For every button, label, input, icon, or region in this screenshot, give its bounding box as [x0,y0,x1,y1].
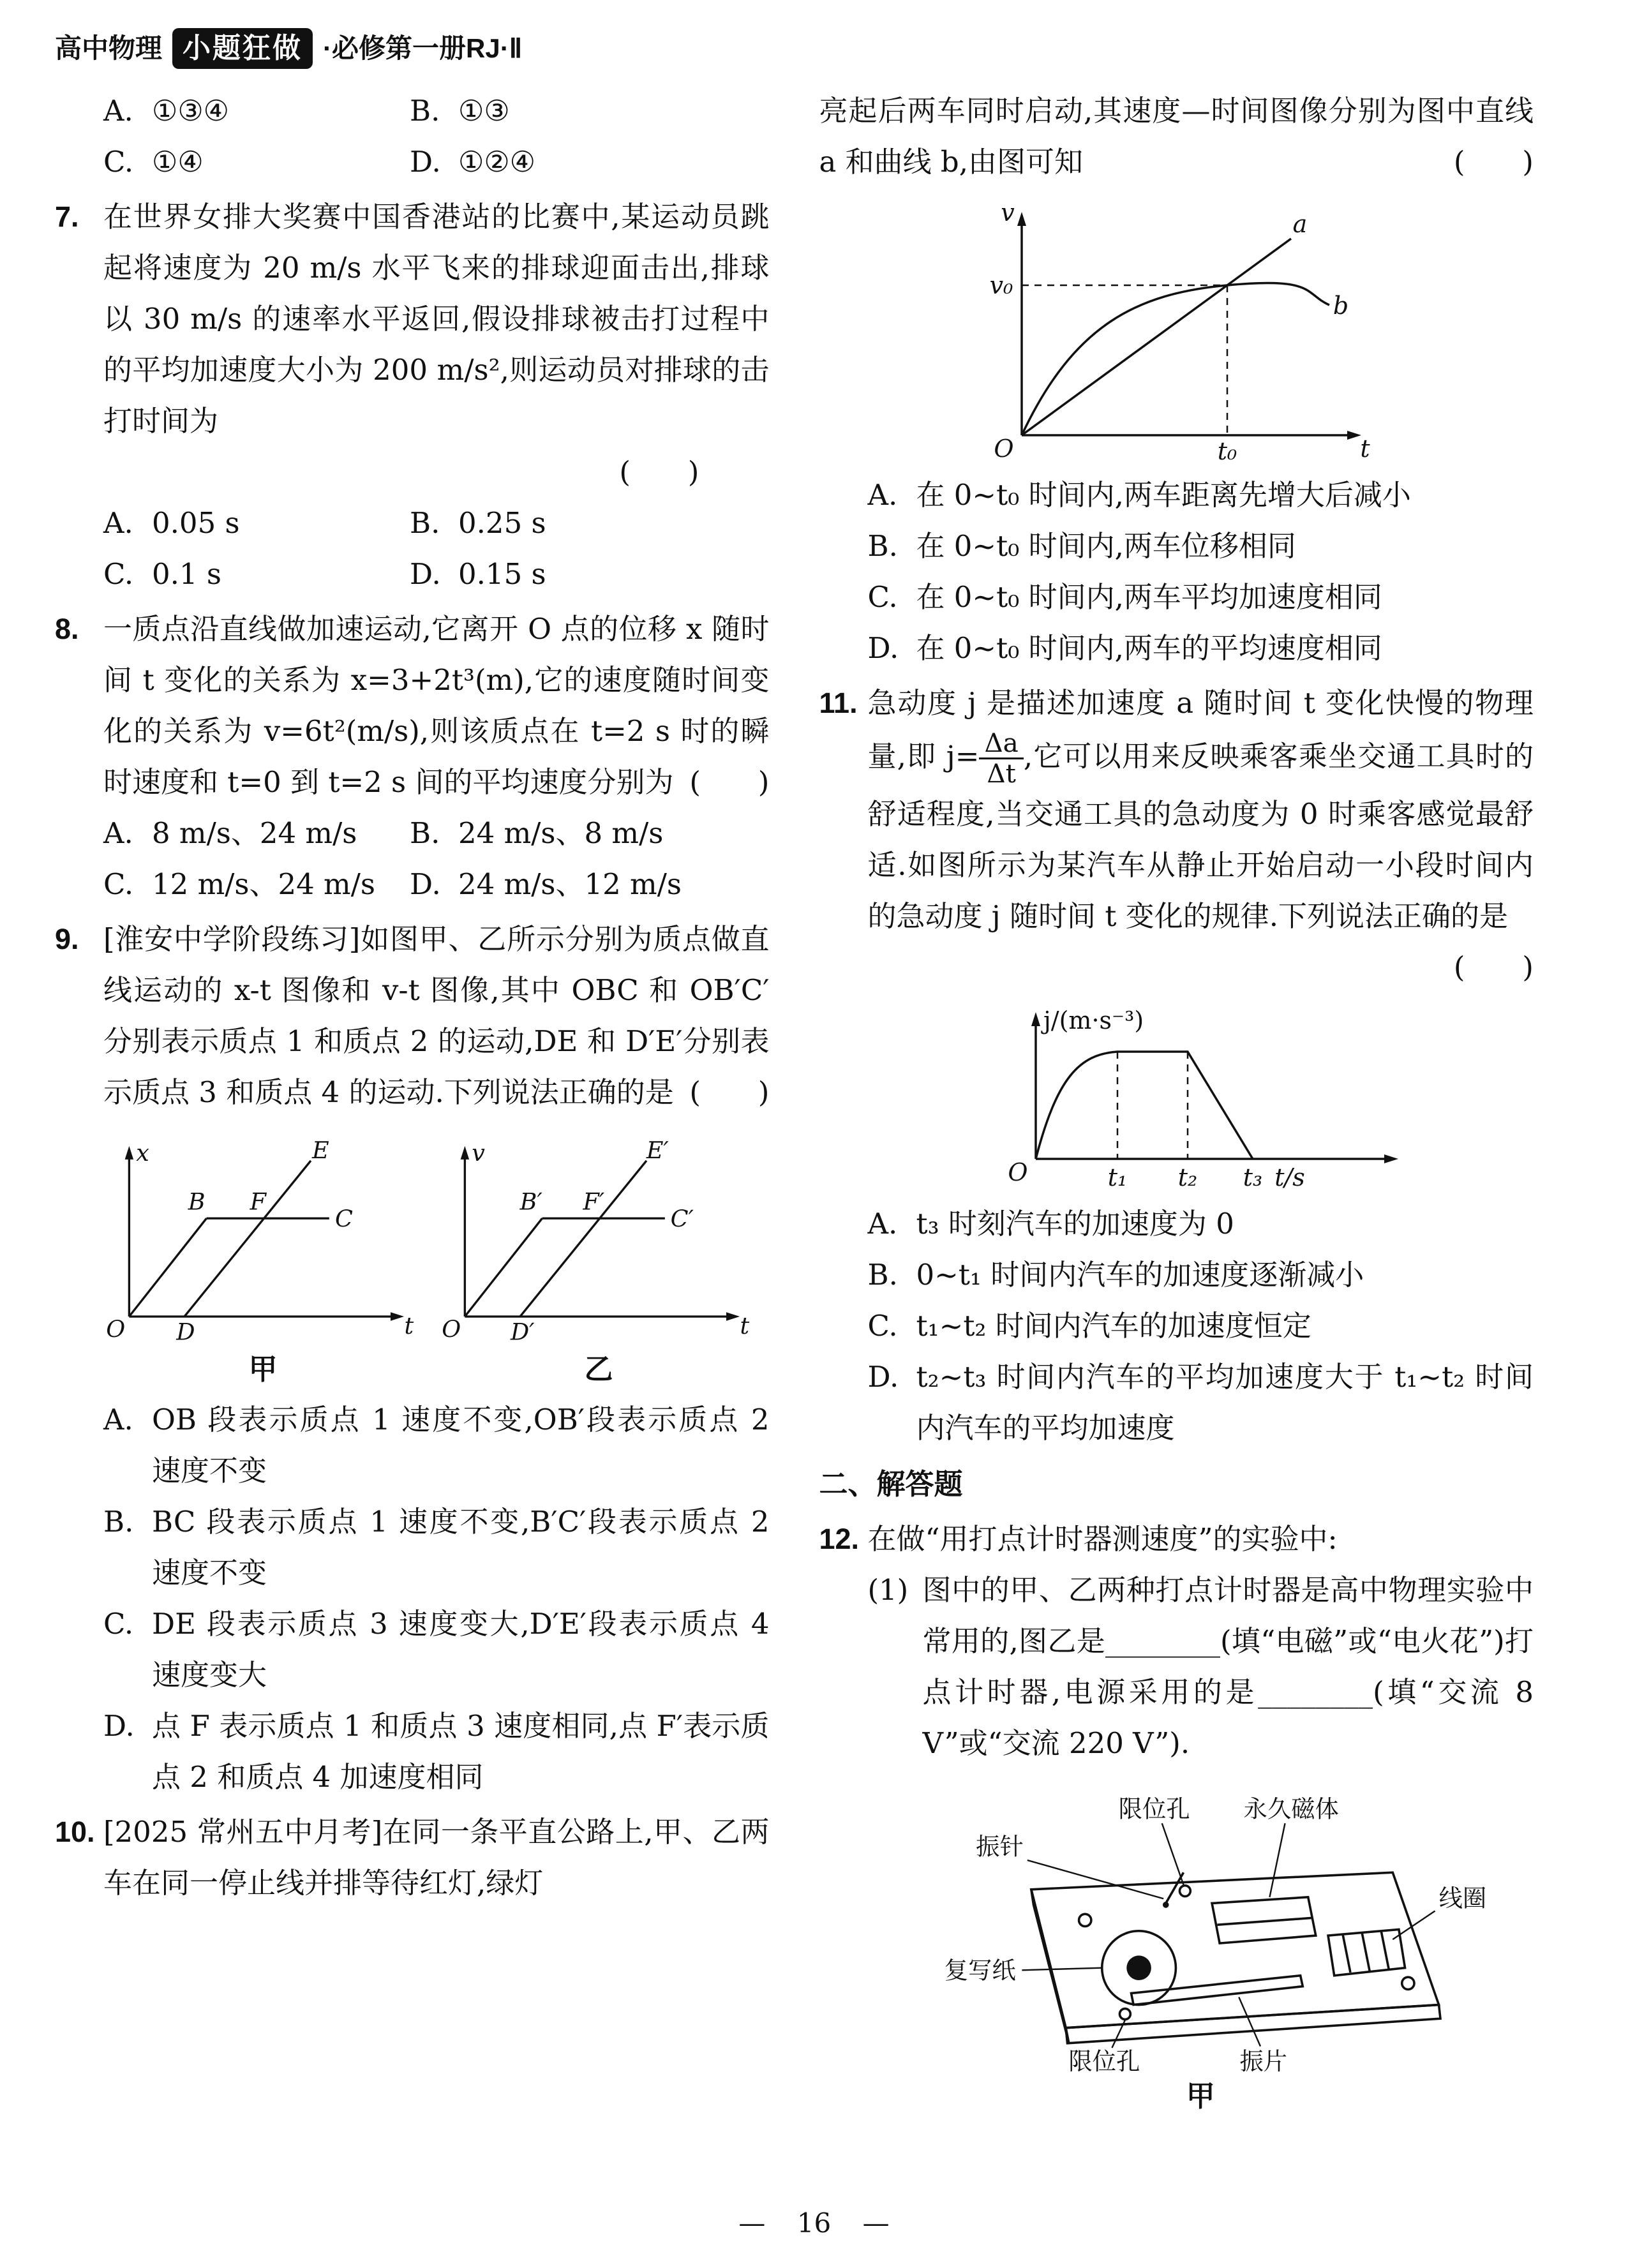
figure-caption: 甲 [1186,2079,1215,2112]
option-text: 在 0~t₀ 时间内,两车距离先增大后减小 [916,478,1411,512]
option-label: A. [103,1403,133,1436]
answer-paren: ( ) [689,1075,770,1109]
question-11 [819,678,1534,1454]
option-text: DE 段表示质点 3 速度变大,D′E′段表示质点 4 速度变大 [152,1607,770,1692]
line-a [1022,239,1291,435]
point-label-c: C′ [670,1205,694,1233]
question-stem [103,604,770,808]
y-arrow [1031,1012,1040,1026]
option [868,521,1534,572]
option [868,1352,1534,1454]
point-label-b: B [188,1188,205,1216]
option [103,859,410,910]
option-text: 0~t₁ 时间内汽车的加速度逐渐减小 [916,1257,1364,1292]
point-label-f: F′ [583,1188,605,1216]
y-arrow [461,1146,469,1160]
coil-hatch-2 [1362,1932,1370,1971]
question-number: 9. [55,923,79,955]
option-label: A. [103,94,133,128]
q9-figures [103,1127,770,1392]
coil-hatch-3 [1381,1931,1389,1969]
x-arrow [1347,431,1361,440]
q6-options-grid [103,86,770,188]
option-text: OB 段表示质点 1 速度不变,OB′段表示质点 2 速度不变 [152,1403,770,1488]
leader-limit-hole-top [1162,1823,1184,1884]
question-12 [819,1514,1534,2121]
option-label: A. [867,1206,898,1241]
option-text: 在 0~t₀ 时间内,两车平均加速度相同 [916,580,1382,614]
option-text: t₂~t₃ 时间内汽车的平均加速度大于 t₁~t₂ 时间内汽车的平均加速度 [916,1359,1534,1445]
option-label: D. [410,557,441,591]
header-title-suffix: ·必修第一册RJ·Ⅱ [323,33,523,63]
vt-graph-svg [439,1127,758,1347]
fraction-denominator: Δt [987,758,1016,789]
figure-caption: 乙 [584,1353,613,1385]
screw-left [1079,1914,1091,1926]
option-label: B. [410,506,440,540]
right-column [819,86,1534,2121]
option-text: t₃ 时刻汽车的加速度为 0 [916,1206,1234,1241]
option-label: C. [867,580,898,614]
t1-label: t₁ [1107,1163,1128,1191]
answer-paren: ( ) [1453,145,1534,179]
t2-label: t₂ [1177,1163,1198,1191]
origin-label: O [106,1315,126,1343]
question-stem-continued [819,86,1534,188]
option-label: D. [867,1359,899,1394]
question-10-continued [819,86,1534,674]
question-8 [55,604,770,910]
figure-xt-graph [103,1127,422,1392]
option [103,1701,770,1803]
stem-text: 在同一条平直公路上,甲、乙两车在同一停止线并排等待红灯,绿灯 [103,1815,770,1900]
question-9 [55,914,770,1803]
x-arrow [391,1312,404,1320]
sub-question-1 [868,1565,1534,1769]
label-limit-hole-bottom: 限位孔 [1068,2047,1140,2074]
option [103,1599,770,1701]
option-text: 0.05 s [152,506,240,540]
question-number: 11. [819,687,858,719]
option [410,808,769,859]
option-label: B. [410,816,440,850]
jerk-curve [1036,1052,1253,1159]
option-text: ①④ [152,145,204,179]
segment-OB2 [465,1218,542,1317]
label-limit-hole-top: 限位孔 [1118,1794,1190,1823]
magnet-detail-line [1218,1918,1313,1925]
option-label: A. [103,816,133,850]
x-arrow [1384,1154,1398,1163]
limit-hole-bottom [1120,2008,1131,2019]
stem-text: 在世界女排大奖赛中国香港站的比赛中,某运动员跳起将速度为 20 m/s 水平飞来的排球迎面击出,排球以 30 m/s 的速率水平返回,假设排球被击打过程中的平均加速度大小为 200 m/s²,则运动员对排球的击打时间为 [103,200,770,438]
label-carbon-paper: 复写纸 [944,1956,1017,1985]
option-text: ①③ [458,94,510,128]
option [410,859,769,910]
option-label: B. [410,94,440,128]
option-text: t₁~t₂ 时间内汽车的加速度恒定 [916,1308,1311,1343]
option-label: A. [103,506,133,540]
source-tag: [淮安中学阶段练习] [103,922,361,956]
option-label: D. [867,631,899,665]
disc-center [1127,1955,1152,1980]
option-label: C. [103,557,134,591]
xt-graph-svg [103,1127,422,1347]
option-text: 0.15 s [458,557,546,591]
option [103,1394,770,1496]
label-permanent-magnet: 永久磁体 [1243,1794,1340,1823]
answer-paren: ( ) [1453,950,1534,984]
stem-text: 在做“用打点计时器测速度”的实验中: [867,1521,1338,1556]
stem-text: 如图甲、乙所示分别为质点做直线运动的 x-t 图像和 v-t 图像,其中 OBC 和 OB′C′分别表示质点 1 和质点 2 的运动,DE 和 D′E′分别表示质点 3 和质点 4 的运动.下列说法正确的是 [103,922,770,1109]
question-stem [103,1807,770,1909]
t3-label: t₃ [1243,1163,1263,1191]
options-grid [103,808,770,910]
option-label: B. [103,1505,134,1539]
stem-text: 亮起后两车同时启动,其速度—时间图像分别为图中直线 a 和曲线 b,由图可知 [819,94,1534,179]
option-text: 在 0~t₀ 时间内,两车的平均速度相同 [916,631,1382,665]
leader-strip [1239,1997,1261,2046]
option-text: ①②④ [458,145,536,179]
option [868,1198,1534,1250]
answer-paren: ( ) [689,765,770,799]
option-label: C. [103,145,134,179]
footer-dash-left: — [738,2207,766,2239]
option [103,1496,770,1599]
question-number: 8. [55,613,79,645]
options-list [868,470,1534,674]
section-heading: 二、解答题 [819,1467,963,1500]
figure-q11-jerk-graph [868,998,1534,1196]
option [868,1250,1534,1301]
option-text: 0.25 s [458,506,546,540]
option [410,86,769,137]
axis-label-x: t [404,1311,414,1339]
segment-D2E2 [520,1161,646,1317]
option-text: 12 m/s、24 m/s [152,867,375,901]
option-text: BC 段表示质点 1 速度不变,B′C′段表示质点 2 速度不变 [152,1505,770,1590]
question-10 [55,1807,770,1909]
label-vibrating-strip: 振片 [1239,2047,1288,2074]
question-number: 10. [55,1816,95,1848]
point-label-d: D [176,1318,195,1346]
axis-label-y: x [136,1138,149,1167]
options-list [103,1394,770,1803]
line-a-label: a [1292,210,1308,238]
source-tag: [2025 常州五中月考] [103,1815,383,1849]
option-text: ①③④ [152,94,230,128]
option [868,572,1534,623]
option [868,470,1534,521]
segment-DE [184,1161,311,1317]
page-header [55,28,1534,69]
limit-hole-top [1180,1885,1191,1896]
axis-label-y: v [472,1138,485,1167]
point-label-b: B′ [519,1188,542,1216]
question-7 [55,191,770,600]
axis-label-v: v [1001,198,1015,227]
option [868,1301,1534,1352]
option-label: D. [410,867,441,901]
screw-right [1402,1977,1414,1989]
timer-base-plate [1031,1872,1439,2027]
option [103,498,410,549]
segment-OB [129,1218,206,1317]
x-arrow [726,1312,740,1320]
point-label-e: E [312,1136,329,1164]
left-column [55,86,770,2121]
label-vibrating-needle: 振针 [976,1832,1024,1861]
figure-caption: 甲 [248,1353,278,1385]
answer-paren: ( ) [619,455,699,489]
y-arrow [1017,212,1026,226]
page-footer [0,2198,1628,2249]
leader-magnet [1270,1823,1285,1897]
point-label-c: C [334,1205,353,1233]
question-stem [868,678,1534,993]
option-label: A. [867,478,898,512]
header-title-prefix: 高中物理 [55,33,163,63]
stem-text: 急动度 j 是描述加速度 a 随时间 t 变化快慢的物理量,即 j= [867,686,1534,773]
leader-needle [1027,1860,1163,1899]
timer-svg [900,1774,1500,2074]
option [103,86,410,137]
curve-b [1022,283,1329,435]
point-label-e: E′ [646,1136,669,1164]
option-text: 24 m/s、8 m/s [458,816,664,850]
option-text: 0.1 s [152,557,221,591]
sub-question-text: 图中的甲、乙两种打点计时器是高中物理实验中常用的,图乙是________(填“电磁”或“电火花”)打点计时器,电源采用的是________(填“交流 8 V”或“交流 220 V”). [922,1572,1534,1760]
option-label: D. [103,1709,135,1743]
option-text: 点 F 表示质点 1 和质点 3 速度相同,点 F′表示质点 2 和质点 4 加速度相同 [152,1709,770,1794]
axis-label-x: t [740,1311,750,1339]
axis-label-t: t [1360,435,1370,463]
question-stem [868,1514,1534,1565]
option-text: 8 m/s、24 m/s [152,816,357,850]
timer-base-left-edge [1031,1889,1069,2043]
point-label-d: D′ [510,1318,535,1346]
v0-label: v₀ [989,271,1013,299]
label-coil: 线圈 [1438,1884,1487,1913]
question-stem [103,191,770,447]
axis-label-j: j/(m·s⁻³) [1043,1006,1144,1034]
fraction-numerator: Δa [979,729,1023,759]
q11-graph-svg [990,998,1411,1196]
page-number: 16 [796,2207,832,2239]
q10-graph-svg [972,193,1380,467]
option-text: 在 0~t₀ 时间内,两车位移相同 [916,529,1296,563]
figure-vt-graph [439,1127,758,1392]
options-list [868,1198,1534,1454]
fraction [979,729,1023,789]
option [103,137,410,188]
origin-label: O [442,1315,461,1343]
curve-b-label: b [1333,292,1349,320]
question-number: 7. [55,200,79,233]
leader-carbon-paper [1022,1967,1102,1970]
axis-label-ts: t/s [1274,1163,1306,1191]
figure-timer-diagram [868,1774,1534,2119]
option-text: 24 m/s、12 m/s [458,867,682,901]
needle-base [1163,1902,1169,1908]
point-label-f: F [250,1188,266,1216]
option [410,137,769,188]
t0-label: t₀ [1217,437,1237,465]
figure-q10-vt-graph [819,193,1534,467]
option [103,808,410,859]
option-label: B. [867,529,898,563]
sub-question-label: (1) [867,1572,909,1607]
origin-label: O [994,435,1014,463]
y-arrow [125,1146,133,1160]
footer-dash-right: — [862,2207,890,2239]
question-stem [103,914,770,1118]
option-label: C. [103,1607,134,1641]
options-grid [103,498,770,600]
origin-label: O [1008,1158,1028,1186]
option-label: D. [410,145,441,179]
option-label: B. [867,1257,898,1292]
stem-text: ,它可以用来反映乘客乘坐交通工具时的舒适程度,当交通工具的急动度为 0 时乘客感觉最舒适.如图所示为某汽车从静止开始启动一小段时间内的急动度 j 随时间 t 变化的规律.下列说法正确的是 [867,739,1534,933]
permanent-magnet-block [1212,1897,1316,1943]
option-label: C. [103,867,134,901]
stem-text: 一质点沿直线做加速运动,它离开 O 点的位移 x 随时间 t 变化的关系为 x=3+2t³(m),它的速度随时间变化的关系为 v=6t²(m/s),则该质点在 t=2 s 时的瞬时速度和 t=0 到 t=2 s 间的平均速度分别为 [103,612,770,799]
question-number: 12. [819,1522,860,1555]
option-label: C. [867,1308,898,1343]
option [410,549,769,600]
option [103,549,410,600]
option [868,623,1534,674]
coil-hatch-1 [1343,1934,1350,1972]
option [410,498,769,549]
series-logo: 小题狂做 [172,28,313,69]
content-columns [55,86,1534,2121]
